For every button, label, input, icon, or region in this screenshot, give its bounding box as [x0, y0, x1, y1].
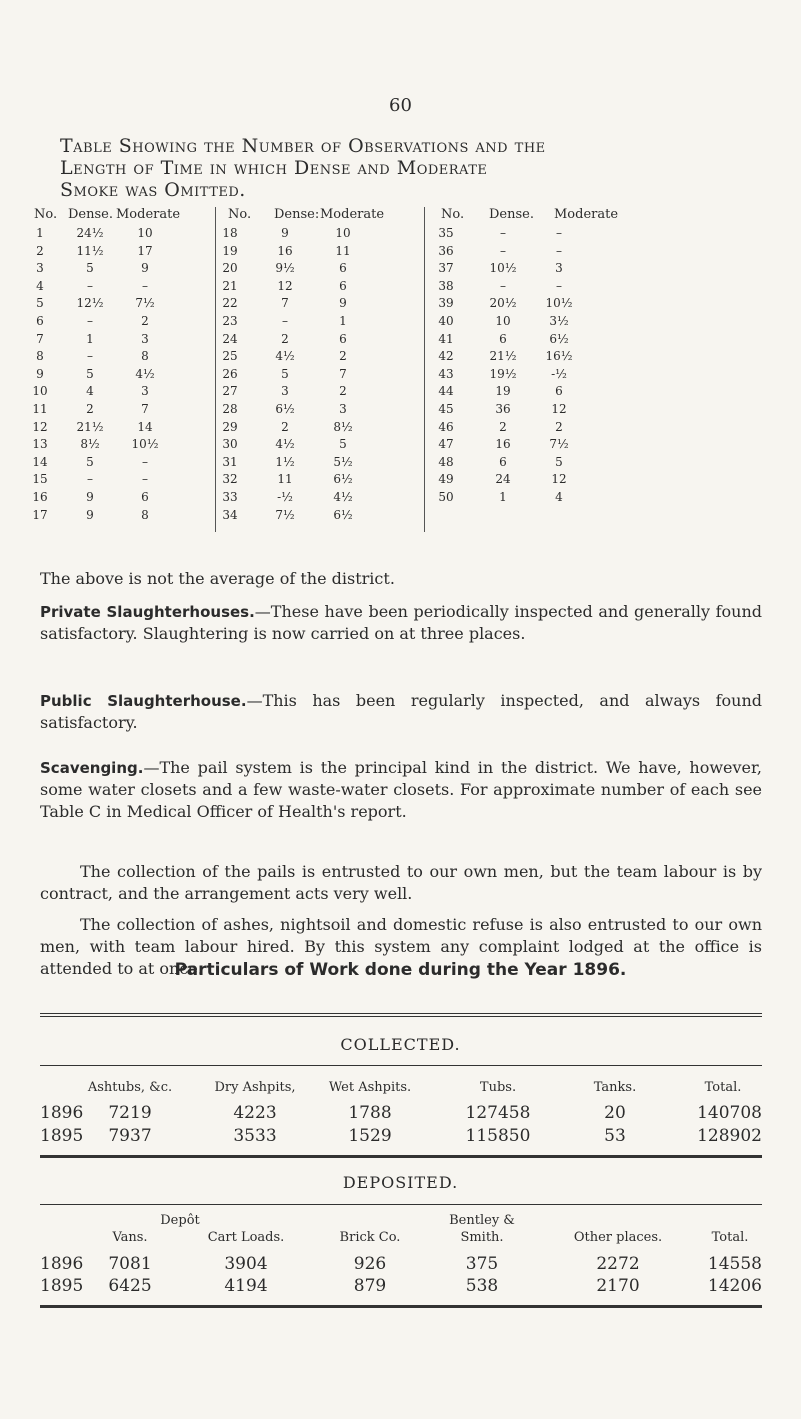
- table-cell: 9: [141, 261, 149, 276]
- table-cell: 34: [222, 507, 238, 522]
- table-cell: 7: [36, 331, 44, 346]
- paragraph-heading: Public Slaughterhouse.: [40, 692, 247, 710]
- table-cell: –: [87, 349, 93, 364]
- table-cell: 17: [32, 507, 48, 522]
- table-cell: 8½: [333, 419, 353, 434]
- table-cell: 11: [335, 243, 351, 258]
- table-cell: –: [282, 314, 288, 328]
- table-cell: 20: [222, 261, 238, 276]
- table-cell: 4194: [224, 1276, 268, 1296]
- table-cell: 1788: [348, 1103, 392, 1123]
- paragraph-heading: Private Slaughterhouses.: [40, 603, 255, 621]
- table-cell: 30: [222, 437, 238, 452]
- deposited-title: DEPOSITED.: [342, 1173, 459, 1192]
- table-cell: 12: [32, 419, 48, 434]
- table-cell: 16: [277, 243, 293, 258]
- table-cell: –: [87, 278, 93, 293]
- table-cell: 44: [438, 384, 454, 399]
- table-cell: 26: [222, 366, 238, 381]
- column-header: No.: [441, 207, 465, 222]
- table-cell: 10: [32, 384, 48, 399]
- table-cell: 16½: [545, 349, 573, 364]
- paragraph-scavenging: [40, 757, 762, 823]
- table-cell: 1: [339, 314, 347, 328]
- table-cell: 6½: [549, 331, 569, 346]
- table-cell: 7: [339, 366, 347, 381]
- column-header: Ashtubs, &c.: [87, 1080, 173, 1095]
- paragraph-text: —The pail system is the principal kind in the district. We have, however, some water closets and a few waste-water closets. For approximate number of each see Table C in Medical Officer of Health's report.: [40, 758, 762, 821]
- table-cell: 5: [36, 296, 44, 311]
- table-cell: –: [556, 278, 562, 293]
- divider: [40, 1204, 762, 1205]
- table-cell: –: [87, 314, 93, 328]
- table-cell: –: [142, 454, 148, 469]
- table-cell: 12: [551, 472, 567, 487]
- table-cell: 43: [438, 366, 454, 381]
- column-header: Dry Ashpits,: [214, 1080, 296, 1095]
- column-header: Dense.: [489, 207, 534, 222]
- table-row: [40, 1126, 762, 1146]
- table-cell: 5: [86, 261, 94, 276]
- table-cell: –: [500, 243, 506, 258]
- table-cell: 127458: [465, 1103, 531, 1123]
- table-cell: 6: [499, 331, 507, 346]
- table-cell: –: [142, 278, 148, 293]
- divider: [40, 1016, 762, 1017]
- divider: [40, 1155, 762, 1158]
- column-header: Other places.: [573, 1230, 663, 1245]
- column-header: Vans.: [112, 1230, 148, 1245]
- column-header: Dense:: [274, 207, 320, 222]
- table-cell: 37: [438, 261, 454, 276]
- table-cell: 926: [353, 1254, 387, 1274]
- table-cell: 1½: [275, 454, 295, 469]
- table-cell: 45: [438, 402, 454, 416]
- table-cell: 7219: [108, 1103, 152, 1123]
- divider: [40, 1305, 762, 1308]
- table-cell: 40: [438, 314, 454, 328]
- year-cell: 1895: [40, 1276, 84, 1296]
- table-cell: 5: [281, 366, 289, 381]
- table-cell: 7081: [108, 1254, 152, 1274]
- paragraph-private-slaughterhouses: [40, 601, 762, 645]
- table-cell: 21½: [76, 419, 104, 434]
- collected-title: COLLECTED.: [340, 1035, 461, 1054]
- table-cell: 2: [339, 349, 347, 364]
- table-cell: 6: [499, 454, 507, 469]
- table-cell: 6: [339, 278, 347, 293]
- table-cell: 24½: [76, 226, 104, 240]
- table-cell: 19½: [489, 366, 517, 381]
- table-cell: 11½: [76, 243, 104, 258]
- table-cell: 8½: [80, 437, 100, 452]
- table-cell: 2170: [596, 1276, 640, 1296]
- table-cell: 31: [222, 454, 238, 469]
- table-cell: 8: [141, 349, 149, 364]
- table-cell: 10: [495, 314, 511, 328]
- table-cell: 49: [438, 472, 454, 487]
- table-cell: 2: [86, 402, 94, 416]
- table-cell: 11: [277, 472, 293, 487]
- table-cell: 3533: [233, 1126, 277, 1146]
- table-title: [60, 135, 760, 201]
- table-cell: 6: [555, 384, 563, 399]
- table-cell: 2: [499, 419, 507, 434]
- table-cell: 1: [86, 331, 94, 346]
- table-cell: 3: [555, 261, 563, 276]
- table-cell: 47: [438, 437, 454, 452]
- table-cell: 10½: [489, 261, 517, 276]
- title-line: Length of Time in which Dense and Moderate: [60, 157, 488, 179]
- table-cell: 128902: [697, 1126, 762, 1146]
- paragraph-text: —This has been regularly inspected, and always found satisfactory.: [40, 691, 763, 732]
- table-cell: 3: [141, 331, 149, 346]
- divider: [40, 1065, 762, 1066]
- group-header: Bentley &: [449, 1213, 515, 1228]
- table-cell: 46: [438, 419, 454, 434]
- table-cell: 7½: [275, 507, 295, 522]
- table-cell: 6425: [108, 1276, 152, 1296]
- table-cell: 39: [438, 296, 454, 311]
- table-cell: 3: [36, 261, 44, 276]
- table-cell: 140708: [697, 1103, 762, 1123]
- table-cell: 7937: [108, 1126, 152, 1146]
- table-cell: 3: [281, 384, 289, 399]
- table-cell: 11: [32, 402, 48, 416]
- table-cell: 3: [141, 384, 149, 399]
- table-cell: 33: [222, 490, 238, 504]
- table-cell: 38: [438, 278, 454, 293]
- table-cell: –: [142, 472, 148, 487]
- paragraph-pails: The collection of the pails is entrusted to our own men, but the team labour is by contract, and the arrangement acts very well.: [40, 862, 762, 903]
- table-cell: 20½: [489, 296, 517, 311]
- table-cell: 2: [281, 331, 289, 346]
- table-row: [40, 1276, 762, 1296]
- column-header: Moderate: [320, 207, 385, 222]
- table-cell: 10: [137, 226, 153, 240]
- paragraph-text: —These have been periodically inspected and generally found satisfactory. Slaughtering is now carried on at three places.: [40, 602, 762, 643]
- column-header: Total.: [704, 1080, 742, 1095]
- table-cell: 48: [438, 454, 454, 469]
- table-cell: 8: [36, 349, 44, 364]
- table-cell: 53: [604, 1126, 626, 1146]
- table-cell: 4: [36, 278, 44, 293]
- table-cell: 20: [604, 1103, 626, 1123]
- table-cell: 5: [86, 366, 94, 381]
- table-cell: 5: [86, 454, 94, 469]
- table-cell: 29: [222, 419, 238, 434]
- table-cell: –: [500, 278, 506, 293]
- table-cell: 4½: [275, 437, 295, 452]
- year-cell: 1895: [40, 1126, 84, 1146]
- table-cell: 4½: [333, 490, 353, 504]
- table-cell: –: [556, 243, 562, 258]
- table-cell: 36: [438, 243, 454, 258]
- table-cell: 115850: [465, 1126, 531, 1146]
- table-cell: 9: [339, 296, 347, 311]
- column-header: Moderate: [116, 207, 181, 222]
- table-cell: 4½: [135, 366, 155, 381]
- observations-table: [0, 207, 801, 567]
- table-cell: 4: [86, 384, 94, 399]
- table-cell: 8: [141, 507, 149, 522]
- table-cell: 2272: [596, 1254, 640, 1274]
- column-divider: [215, 207, 216, 532]
- table-cell: 1: [36, 226, 44, 240]
- table-cell: 2: [281, 419, 289, 434]
- table-cell: 14: [32, 454, 48, 469]
- column-header: Tubs.: [479, 1080, 517, 1095]
- table-cell: 879: [353, 1276, 387, 1296]
- paragraph-heading: Scavenging.: [40, 759, 144, 777]
- table-cell: 6: [339, 331, 347, 346]
- table-cell: 14558: [707, 1254, 762, 1274]
- table-cell: 19: [222, 243, 238, 258]
- divider: [40, 1013, 762, 1014]
- table-cell: –: [500, 226, 506, 240]
- table-cell: –: [556, 226, 562, 240]
- table-cell: 375: [465, 1254, 499, 1274]
- table-cell: 28: [222, 402, 238, 416]
- table-cell: 13: [32, 437, 48, 452]
- year-cell: 1896: [40, 1254, 84, 1274]
- column-header: No.: [34, 207, 58, 222]
- table-cell: 2: [141, 314, 149, 328]
- collected-header-row: [40, 1080, 762, 1100]
- table-cell: -½: [551, 366, 567, 381]
- table-cell: 7½: [135, 296, 155, 311]
- table-row: [40, 1254, 762, 1274]
- paragraph-public-slaughterhouse: [40, 690, 762, 734]
- column-header: Wet Ashpits.: [328, 1080, 412, 1095]
- table-cell: 27: [222, 384, 238, 399]
- table-cell: 5: [339, 437, 347, 452]
- table-cell: 6½: [333, 472, 353, 487]
- table-cell: 9½: [275, 261, 295, 276]
- column-header: Tanks.: [593, 1080, 637, 1095]
- table-cell: 12½: [76, 296, 104, 311]
- table-cell: –: [87, 472, 93, 487]
- table-cell: 1: [499, 490, 507, 504]
- title-line: Table Showing the Number of Observations and the: [60, 135, 546, 157]
- table-cell: 18: [222, 226, 238, 240]
- table-cell: 10½: [131, 437, 159, 452]
- column-header: Dense.: [68, 207, 113, 222]
- column-header: Cart Loads.: [207, 1230, 285, 1245]
- table-cell: 24: [495, 472, 511, 487]
- column-header: No.: [228, 207, 252, 222]
- table-cell: 14206: [707, 1276, 762, 1296]
- column-header: Moderate: [554, 207, 619, 222]
- table-cell: 23: [222, 314, 238, 328]
- paragraph-ashes: The collection of ashes, nightsoil and domestic refuse is also entrusted to our own men, with team labour hired. By this system any complaint lodged at the office is attended to at once.: [40, 915, 762, 978]
- table-cell: 22: [222, 296, 238, 311]
- table-cell: 10½: [545, 296, 573, 311]
- table-cell: 3½: [549, 314, 569, 328]
- table-cell: 5½: [333, 454, 353, 469]
- table-cell: 10: [335, 226, 351, 240]
- column-divider: [424, 207, 425, 532]
- table-cell: 4223: [233, 1103, 277, 1123]
- group-header: Depôt: [160, 1213, 200, 1228]
- table-cell: 42: [438, 349, 454, 364]
- table-cell: 25: [222, 349, 238, 364]
- table-cell: 12: [551, 402, 567, 416]
- table-cell: 16: [495, 437, 511, 452]
- year-cell: 1896: [40, 1103, 84, 1123]
- table-cell: 9: [86, 490, 94, 504]
- table-cell: 50: [438, 490, 454, 504]
- table-cell: 17: [137, 243, 153, 258]
- table-cell: 19: [495, 384, 511, 399]
- table-cell: 4½: [275, 349, 295, 364]
- table-cell: 7: [281, 296, 289, 311]
- table-cell: 538: [465, 1276, 499, 1296]
- table-cell: 24: [222, 331, 238, 346]
- table-cell: 9: [281, 226, 289, 240]
- table-cell: 6: [339, 261, 347, 276]
- table-cell: 9: [86, 507, 94, 522]
- table-cell: 2: [36, 243, 44, 258]
- table-cell: 6: [36, 314, 44, 328]
- table-cell: 5: [555, 454, 563, 469]
- table-cell: 3904: [224, 1254, 268, 1274]
- table-cell: 36: [495, 402, 511, 416]
- table-row: [40, 1103, 762, 1123]
- table-cell: 35: [438, 226, 454, 240]
- table-cell: 7: [141, 402, 149, 416]
- table-cell: 21: [222, 278, 238, 293]
- table-cell: 21½: [489, 349, 517, 364]
- table-cell: 1529: [348, 1126, 392, 1146]
- table-cell: 14: [137, 419, 153, 434]
- page-number: 60: [389, 95, 412, 116]
- table-note: The above is not the average of the district.: [40, 569, 395, 588]
- table-cell: 2: [555, 419, 563, 434]
- work-heading: Particulars of Work done during the Year 1896.: [174, 960, 627, 980]
- table-cell: 6: [141, 490, 149, 504]
- deposited-header-row: [40, 1230, 762, 1250]
- column-header: Total.: [711, 1230, 749, 1245]
- title-line: Smoke was Omitted.: [60, 179, 246, 201]
- table-cell: -½: [277, 490, 293, 504]
- table-cell: 16: [32, 490, 48, 504]
- table-cell: 7½: [549, 437, 569, 452]
- column-header: Smith.: [460, 1230, 504, 1245]
- table-cell: 12: [277, 278, 293, 293]
- table-cell: 15: [32, 472, 48, 487]
- table-cell: 32: [222, 472, 238, 487]
- table-cell: 9: [36, 366, 44, 381]
- table-cell: 6½: [275, 402, 295, 416]
- table-cell: 6½: [333, 507, 353, 522]
- table-cell: 41: [438, 331, 454, 346]
- column-header: Brick Co.: [339, 1230, 401, 1245]
- table-cell: 4: [555, 490, 563, 504]
- table-cell: 2: [339, 384, 347, 399]
- table-cell: 3: [339, 402, 347, 416]
